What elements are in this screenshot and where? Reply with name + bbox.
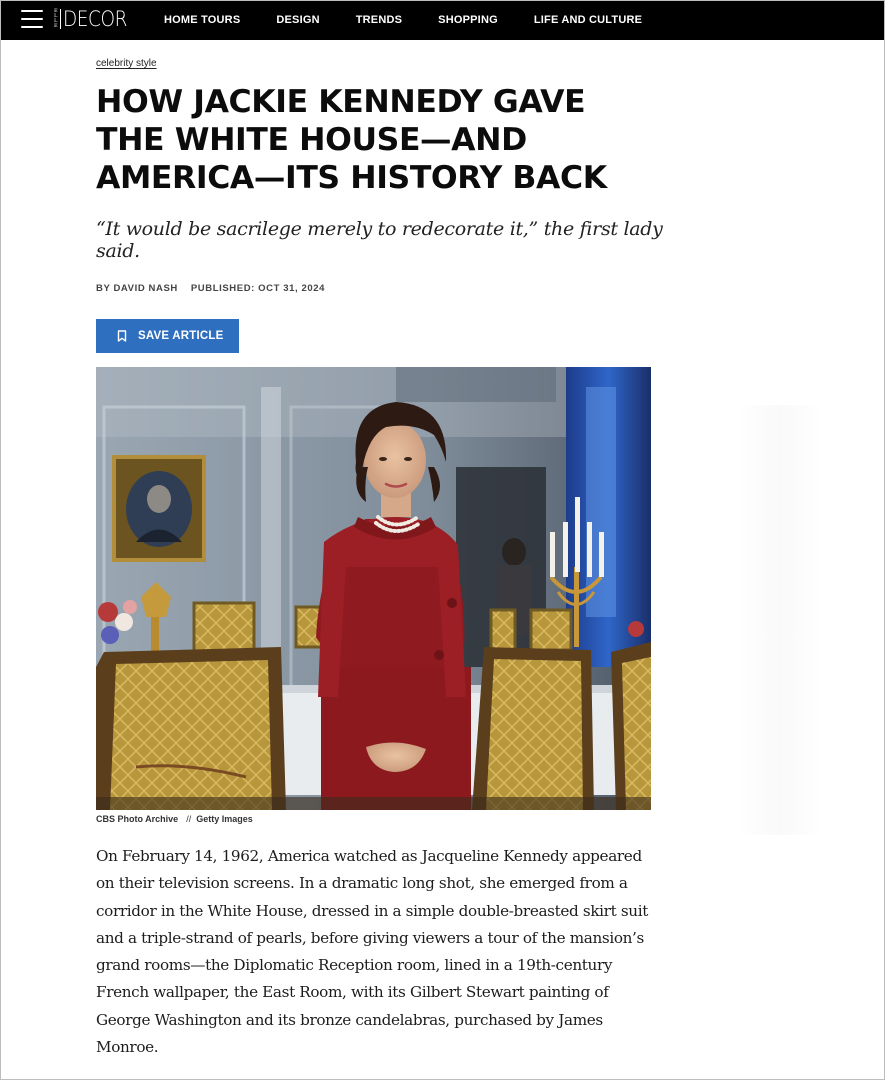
bookmark-icon <box>117 330 127 342</box>
publish-date: PUBLISHED: OCT 31, 2024 <box>190 283 326 294</box>
logo-decor-text: DECOR <box>62 7 127 31</box>
photo-credit-separator: // <box>186 814 192 824</box>
photo-credit <box>96 814 253 824</box>
headline: HOW JACKIE KENNEDY GAVE THE WHITE HOUSE—AND AMERICA—ITS HISTORY BACK <box>96 84 607 196</box>
save-article-label: SAVE ARTICLE <box>138 330 224 342</box>
dek: “It would be sacrilege merely to redecorate it,” the first lady said. <box>96 218 663 262</box>
save-article-button[interactable] <box>96 319 239 353</box>
byline <box>96 283 325 294</box>
nav-life-and-culture[interactable]: LIFE AND CULTURE <box>533 14 643 26</box>
menu-icon[interactable] <box>21 10 43 28</box>
ad-placeholder <box>735 405 825 835</box>
category-link[interactable]: celebrity style <box>96 58 157 69</box>
nav-home-tours[interactable]: HOME TOURS <box>164 14 241 26</box>
top-nav <box>0 0 885 40</box>
logo-elle-mark: E L L E <box>54 9 61 30</box>
main-menu <box>164 0 678 40</box>
nav-design[interactable]: DESIGN <box>276 14 320 26</box>
photo-credit-agency: Getty Images <box>196 814 253 824</box>
hero-photo <box>96 367 651 810</box>
article-body-paragraph: On February 14, 1962, America watched as Jacqueline Kennedy appeared on their television screens. In a dramatic long shot, she emerged from a corridor in the White House, dressed in a simple double-breasted skirt suit and a triple-strand of pearls, before giving viewers a tour of the mansion’s grand rooms—the Diplomatic Reception room, lined in a 19th-century French wallpaper, the East Room, with its Gilbert Stewart painting of George Washington and its bronze candelabras, purchased by James Monroe. <box>96 847 648 1057</box>
nav-shopping[interactable]: SHOPPING <box>438 14 498 26</box>
nav-trends[interactable]: TRENDS <box>355 14 403 26</box>
hero-photo-illustration <box>96 367 651 810</box>
author[interactable]: BY DAVID NASH <box>96 283 178 294</box>
photo-credit-source: CBS Photo Archive <box>96 814 179 824</box>
site-logo[interactable] <box>54 6 135 32</box>
